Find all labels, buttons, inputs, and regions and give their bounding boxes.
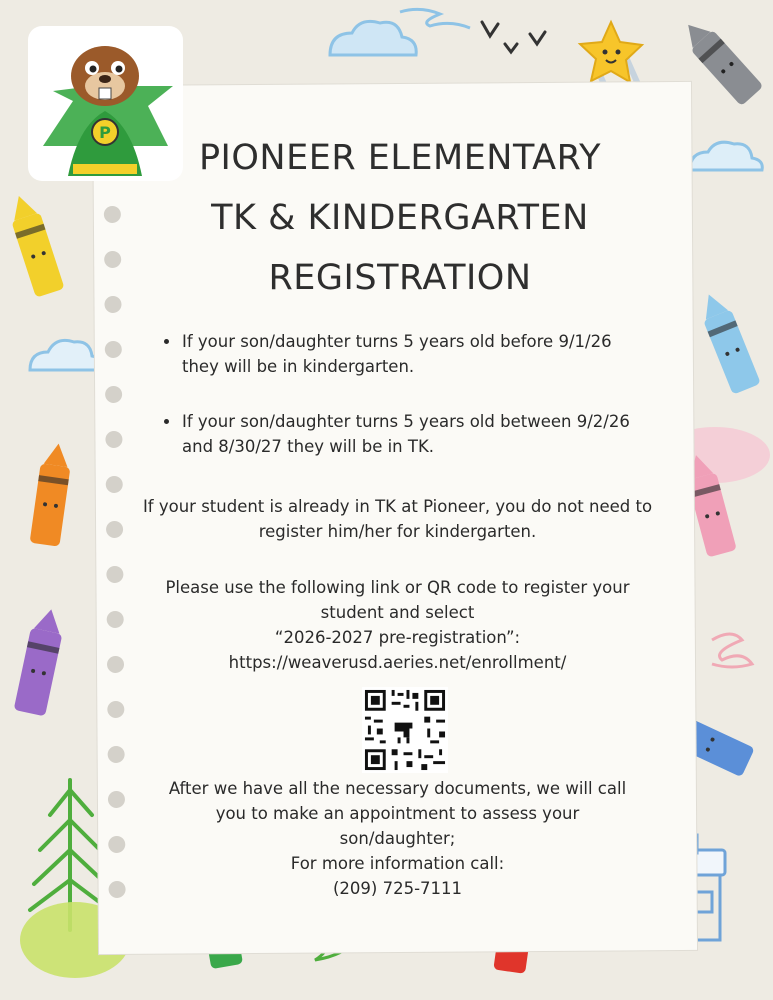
followup-info	[140, 776, 655, 901]
phone-number[interactable]: (209) 725-7111	[332, 879, 463, 898]
tk-notice: If your student is already in TK at Pioneer, you do not need to register him/her for kindergarten.	[142, 497, 653, 541]
page-title	[160, 128, 640, 308]
list-item: If your son/daughter turns 5 years old before 9/1/26 they will be in kindergarten.	[160, 329, 650, 379]
crayon-orange-icon	[30, 442, 74, 547]
mascot-letter: P	[99, 123, 111, 142]
title-line: PIONEER ELEMENTARY	[198, 138, 602, 178]
text-line: After we have all the necessary documents, we will call	[168, 779, 627, 798]
title-line: TK & KINDERGARTEN	[211, 198, 589, 238]
list-item: If your son/daughter turns 5 years old between 9/2/26 and 8/30/27 they will be in TK.	[160, 409, 650, 459]
text-line: son/daughter;	[339, 829, 456, 848]
crayon-yellow-icon	[5, 191, 65, 297]
qr-code[interactable]	[362, 687, 448, 773]
text-line: student and select	[320, 603, 475, 622]
text-line: you to make an appointment to assess your	[215, 804, 580, 823]
flyer-content	[100, 84, 690, 952]
text-line: “2026-2027 pre-registration”:	[274, 628, 521, 647]
text-line: For more information call:	[290, 854, 505, 873]
enrollment-link[interactable]: https://weaverusd.aeries.net/enrollment/	[228, 653, 567, 672]
crayon-lightblue-icon	[695, 289, 761, 395]
title-line: REGISTRATION	[268, 258, 532, 298]
registration-instructions	[140, 575, 655, 675]
text-line: Please use the following link or QR code to register your	[165, 578, 630, 597]
crayon-purple-icon	[14, 606, 67, 716]
eligibility-list	[160, 329, 650, 489]
